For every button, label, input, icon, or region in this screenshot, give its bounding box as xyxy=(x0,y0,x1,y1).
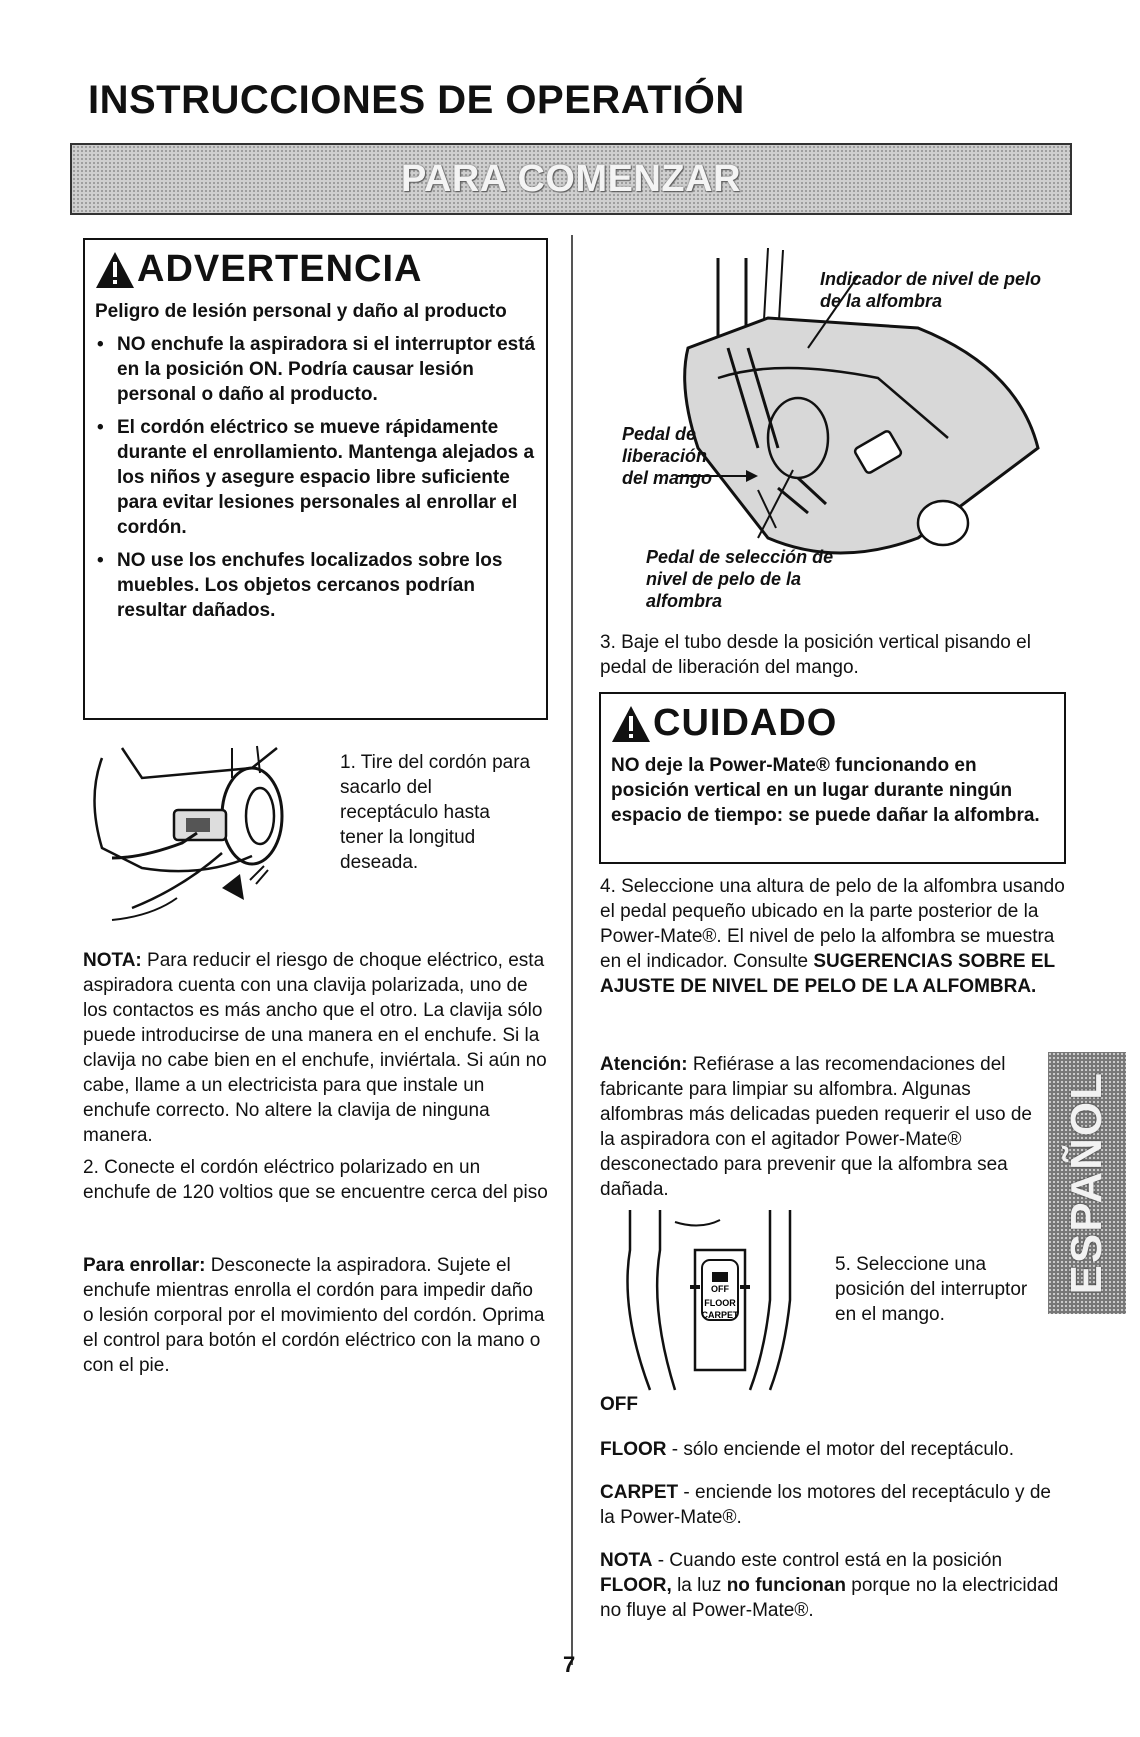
nota-floor xyxy=(600,1548,1065,1623)
handle-switch-illustration xyxy=(620,1210,810,1390)
nota2-t1: - Cuando este control está en la posición xyxy=(657,1550,1003,1571)
step-4-text xyxy=(600,874,1065,999)
step-1-text: 1. Tire del cordón para sacarlo del receptáculo hasta tener la longitud deseada. xyxy=(340,752,531,873)
mode-off xyxy=(600,1392,638,1417)
atencion-label: Atención: xyxy=(600,1054,688,1075)
mode-off-label: OFF xyxy=(600,1394,638,1415)
language-side-tab xyxy=(1048,1052,1126,1314)
side-tab-label: ESPAÑOL xyxy=(1062,1071,1111,1295)
nota2-no-func: no funcionan xyxy=(726,1575,846,1596)
cuidado-text: NO deje la Power-Mate® funcionando en posición vertical en un lugar durante ningún espacio de tiempo: se puede dañar la alfombra. xyxy=(611,755,1040,826)
advertencia-intro: Peligro de lesión personal y daño al producto xyxy=(95,301,507,322)
warning-triangle-icon xyxy=(95,251,135,289)
page-number: 7 xyxy=(563,1652,576,1677)
step-5-text: 5. Seleccione una posición del interruptor en el mango. xyxy=(835,1254,1028,1325)
page-title: INSTRUCCIONES DE OPERATIÓN xyxy=(88,78,745,122)
advertencia-bullet: • El cordón eléctrico se mueve rápidamente durante el enrollamiento. Mantenga alejados a los niños y asegure espacio libre suficiente para evitar lesiones personales al enrollar el cordón. xyxy=(95,415,536,540)
advertencia-heading: ADVERTENCIA xyxy=(137,248,423,290)
step-3-text: 3. Baje el tubo desde la posición vertical pisando el pedal de liberación del mango. xyxy=(600,632,1031,678)
mode-floor-label: FLOOR xyxy=(600,1439,667,1460)
advertencia-bullet: • NO use los enchufes localizados sobre los muebles. Los objetos cercanos podrían resultar dañados. xyxy=(95,548,536,623)
cuidado-header xyxy=(611,702,1054,745)
advertencia-box xyxy=(83,238,548,720)
advertencia-header xyxy=(95,248,536,291)
enrollar-label: Para enrollar: xyxy=(83,1255,206,1276)
nota2-label: NOTA xyxy=(600,1550,653,1571)
banner-title: PARA COMENZAR xyxy=(400,157,742,200)
section-banner xyxy=(70,143,1072,215)
mode-floor xyxy=(600,1437,1065,1462)
enrollar-text: Desconecte la aspiradora. Sujete el enchufe mientras enrolla el cordón para impedir daño o lesión corporal por el movimiento del cordón. Oprima el control para botón el cordón eléctrico con la mano o con el pie. xyxy=(83,1255,545,1376)
cuidado-heading: CUIDADO xyxy=(653,702,838,744)
step-2-text: 2. Conecte el cordón eléctrico polarizado en un enchufe de 120 voltios que se encuentre cerca del piso xyxy=(83,1157,548,1203)
nota-paragraph xyxy=(83,948,548,1148)
advertencia-bullet: • NO enchufe la aspiradora si el interruptor está en la posición ON. Podría causar lesión personal o daño al producto. xyxy=(95,332,536,407)
cord-reel-illustration xyxy=(82,738,332,938)
cuidado-box xyxy=(599,692,1066,864)
atencion-text: Refiérase a las recomendaciones del fabricante para limpiar su alfombra. Algunas alfombras más delicadas pueden requerir el uso de la aspiradora con el agitador Power-Mate® desconectado para prevenir que la alfombra sea dañada. xyxy=(600,1054,1032,1200)
nota-text: Para reducir el riesgo de choque eléctrico, esta aspiradora cuenta con una clavija polarizada, uno de los contactos es más ancho que el otro. La clavija sólo puede introducirse de una manera en el enchufe. Si la clavija no cabe bien en el enchufe, inviértala. Si aún no cabe, llame a un electricista para que instale un enchufe correcto. No altere la clavija de ninguna manera. xyxy=(83,950,547,1146)
callout-pedal-liberacion: Pedal de liberación del mango xyxy=(622,424,713,488)
advertencia-bullets xyxy=(95,332,536,623)
step-4-reference: SUGERENCIAS SOBRE EL AJUSTE DE NIVEL DE PELO DE LA ALFOMBRA. xyxy=(600,951,1055,997)
nota2-floor: FLOOR, xyxy=(600,1575,672,1596)
warning-triangle-icon xyxy=(611,705,651,743)
callout-indicador: Indicador de nivel de pelo de la alfombra xyxy=(820,269,1042,311)
switch-label-carpet: CARPET xyxy=(701,1310,739,1320)
switch-label-off: OFF xyxy=(711,1284,729,1294)
mode-carpet xyxy=(600,1480,1065,1530)
nota-label: NOTA: xyxy=(83,950,142,971)
mode-carpet-label: CARPET xyxy=(600,1482,679,1503)
switch-label-floor: FLOOR xyxy=(704,1298,736,1308)
enrollar-paragraph xyxy=(83,1253,548,1378)
nota2-t2: la luz xyxy=(677,1575,722,1596)
atencion-paragraph xyxy=(600,1052,1040,1202)
column-divider xyxy=(571,235,573,1665)
callout-pedal-seleccion: Pedal de selección de nivel de pelo de la alfombra xyxy=(646,547,834,611)
step-4-body: 4. Seleccione una altura de pelo de la alfombra usando el pedal pequeño ubicado en la parte posterior de la Power-Mate®. El nivel de pelo la alfombra se muestra en el indicador. Consulte xyxy=(600,876,1065,972)
mode-carpet-text: - enciende los motores del receptáculo y de la Power-Mate®. xyxy=(600,1482,1051,1528)
mode-floor-text: - sólo enciende el motor del receptáculo. xyxy=(671,1439,1014,1460)
nota2-t3: porque no la electricidad no fluye al Power-Mate®. xyxy=(600,1575,1059,1621)
